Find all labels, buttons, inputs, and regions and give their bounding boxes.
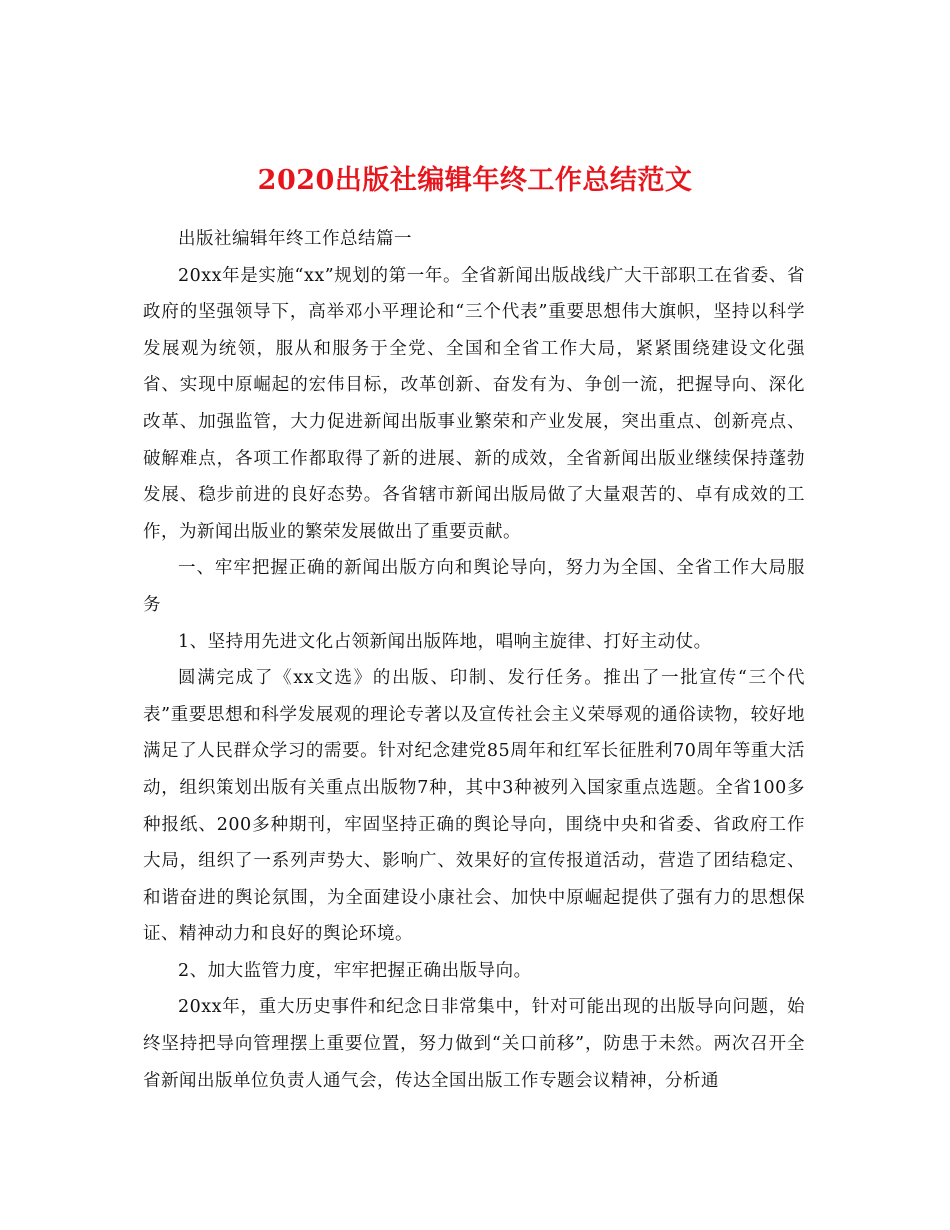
document-body [143,221,805,1099]
section-heading: 一、牢牢把握正确的新闻出版方向和舆论导向，努力为全国、全省工作大局服务 [143,558,805,615]
paragraph: 20xx年，重大历史事件和纪念日非常集中，针对可能出现的出版导向问题，始终坚持把导向管理摆上重要位置，努力做到“关口前移”，防患于未然。两次召开全省新闻出版单位负责人通气会，传达全国出版工作专题会议精神，分析通 [143,997,805,1091]
subsection-heading: 1、坚持用先进文化占领新闻出版阵地，唱响主旋律、打好主动仗。 [178,631,712,652]
paragraph: 圆满完成了《xx文选》的出版、印制、发行任务。推出了一批宣传“三个代表”重要思想和科学发展观的理论专著以及宣传社会主义荣辱观的通俗读物，较好地满足了人民群众学习的需要。针对纪念建党85周年和红军长征胜利70周年等重大活动，组织策划出版有关重点出版物7种，其中3种被列入国家重点选题。全省100多种报纸、200多种期刊，牢固坚持正确的舆论导向，围绕中央和省委、省政府工作大局，组织了一系列声势大、影响广、效果好的宣传报道活动，营造了团结稳定、和谐奋进的舆论氛围，为全面建设小康社会、加快中原崛起提供了强有力的思想保证、精神动力和良好的舆论环境。 [143,668,805,945]
paragraph: 20xx年是实施“xx”规划的第一年。全省新闻出版战线广大干部职工在省委、省政府的坚强领导下，高举邓小平理论和“三个代表”重要思想伟大旗帜，坚持以科学发展观为统领，服从和服务于全党、全国和全省工作大局，紧紧围绕建设文化强省、实现中原崛起的宏伟目标，改革创新、奋发有为、争创一流，把握导向、深化改革、加强监管，大力促进新闻出版事业繁荣和产业发展，突出重点、创新亮点、破解难点，各项工作都取得了新的进展、新的成效，全省新闻出版业继续保持蓬勃发展、稳步前进的良好态势。各省辖市新闻出版局做了大量艰苦的、卓有成效的工作，为新闻出版业的繁荣发展做出了重要贡献。 [143,265,805,542]
subsection-heading: 2、加大监管力度，牢牢把握正确出版导向。 [178,960,532,981]
paragraph-subtitle: 出版社编辑年终工作总结篇一 [178,229,412,249]
document-title: 2020出版社编辑年终工作总结范文 [257,165,693,197]
